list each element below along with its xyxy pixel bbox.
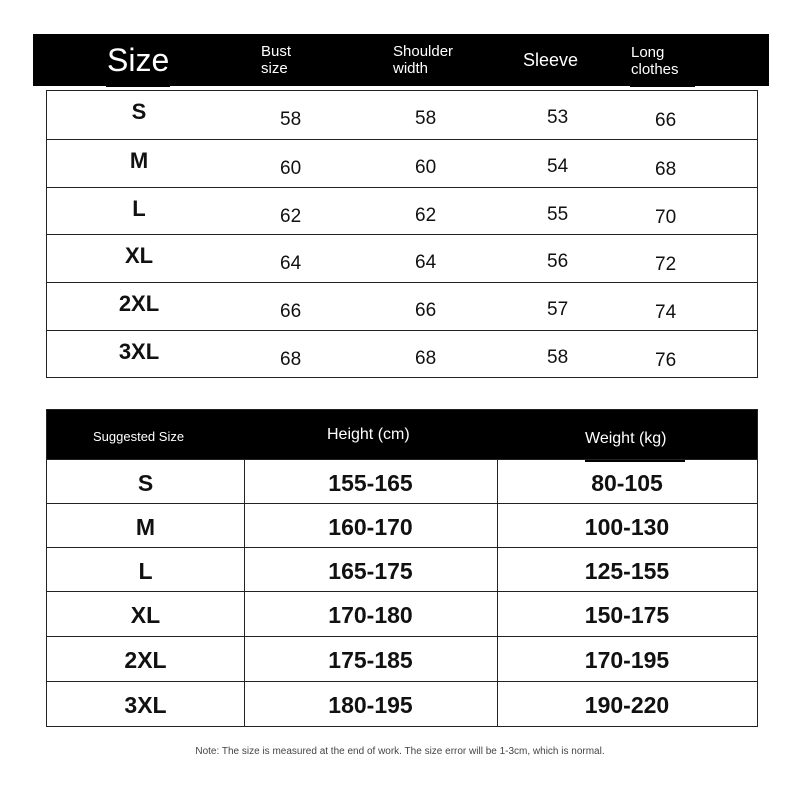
shoulder-cell: 66 (415, 300, 437, 321)
header-long-underline (630, 83, 695, 87)
header-shoulder-line1: Shoulder (393, 43, 454, 60)
table-row (47, 591, 757, 636)
weight-cell: 100-130 (584, 514, 670, 540)
height-cell: 165-175 (328, 558, 413, 584)
size-cell: M (129, 148, 149, 173)
table-row (47, 330, 757, 379)
sleeve-cell: 58 (547, 347, 569, 368)
bust-cell: 68 (280, 349, 302, 370)
header-bust-size (261, 43, 291, 78)
shoulder-cell: 68 (415, 348, 437, 369)
weight-cell: 125-155 (584, 558, 670, 584)
weight-cell: 80-105 (591, 470, 663, 496)
bust-cell: 64 (280, 253, 302, 274)
header-long-clothes (631, 44, 679, 79)
length-cell: 76 (655, 350, 677, 371)
suggested-size-header (47, 410, 757, 459)
header-bust-line1: Bust (261, 43, 292, 60)
table-row (47, 282, 757, 331)
size-cell: 3XL (118, 339, 160, 364)
header-shoulder-width (393, 43, 453, 78)
bust-cell: 58 (280, 109, 302, 130)
column-divider (244, 459, 245, 726)
length-cell: 74 (655, 302, 677, 323)
header-suggested-size: Suggested Size (93, 429, 185, 444)
sleeve-cell: 53 (547, 107, 569, 128)
bust-cell: 66 (280, 301, 302, 322)
sleeve-cell: 56 (547, 251, 569, 272)
table-row (47, 139, 757, 188)
height-cell: 180-195 (328, 692, 413, 718)
size-cell: XL (130, 602, 161, 628)
bust-cell: 62 (280, 206, 302, 227)
height-cell: 155-165 (328, 470, 413, 496)
table-row (47, 503, 757, 548)
header-long-line1: Long (631, 44, 665, 61)
size-cell: 2XL (124, 647, 167, 673)
bust-cell: 60 (280, 158, 302, 179)
header-size: Size (107, 42, 170, 78)
size-cell: S (131, 99, 147, 124)
table-row (47, 547, 757, 592)
shoulder-cell: 62 (415, 205, 437, 226)
length-cell: 70 (655, 207, 677, 228)
table-row (47, 459, 757, 504)
height-cell: 160-170 (328, 514, 413, 540)
header-long-line2: clothes (631, 61, 679, 79)
table-row (47, 234, 757, 283)
sleeve-cell: 55 (547, 204, 569, 225)
shoulder-cell: 58 (415, 108, 437, 129)
header-sleeve: Sleeve (523, 50, 579, 70)
length-cell: 66 (655, 110, 677, 131)
size-cell: S (137, 470, 154, 496)
header-shoulder-line2: width (393, 60, 429, 78)
size-cell: 3XL (124, 692, 167, 718)
size-chart-header (33, 34, 769, 86)
length-cell: 72 (655, 254, 677, 275)
height-cell: 170-180 (328, 602, 413, 628)
column-divider (497, 459, 498, 726)
weight-cell: 190-220 (584, 692, 670, 718)
weight-cell: 150-175 (584, 602, 670, 628)
size-cell: L (132, 196, 146, 221)
table-row (47, 187, 757, 236)
size-chart-table (46, 90, 758, 378)
table-row (47, 681, 757, 726)
header-size-underline (106, 83, 170, 87)
size-cell: XL (124, 243, 154, 268)
shoulder-cell: 64 (415, 252, 437, 273)
size-cell: 2XL (118, 291, 160, 316)
height-cell: 175-185 (328, 647, 413, 673)
sleeve-cell: 57 (547, 299, 569, 320)
size-cell: L (138, 558, 153, 584)
sleeve-cell: 54 (547, 156, 569, 177)
header-weight: Weight (kg) (585, 430, 667, 447)
suggested-size-table (46, 409, 758, 727)
table-row (47, 91, 757, 139)
header-height: Height (cm) (327, 426, 410, 443)
length-cell: 68 (655, 159, 677, 180)
shoulder-cell: 60 (415, 157, 437, 178)
weight-cell: 170-195 (584, 647, 670, 673)
size-cell: M (135, 514, 156, 540)
table-row (47, 636, 757, 681)
size-note: Note: The size is measured at the end of work. The size error will be 1-3cm, which is normal. (195, 746, 605, 757)
header-bust-line2: size (261, 60, 288, 78)
